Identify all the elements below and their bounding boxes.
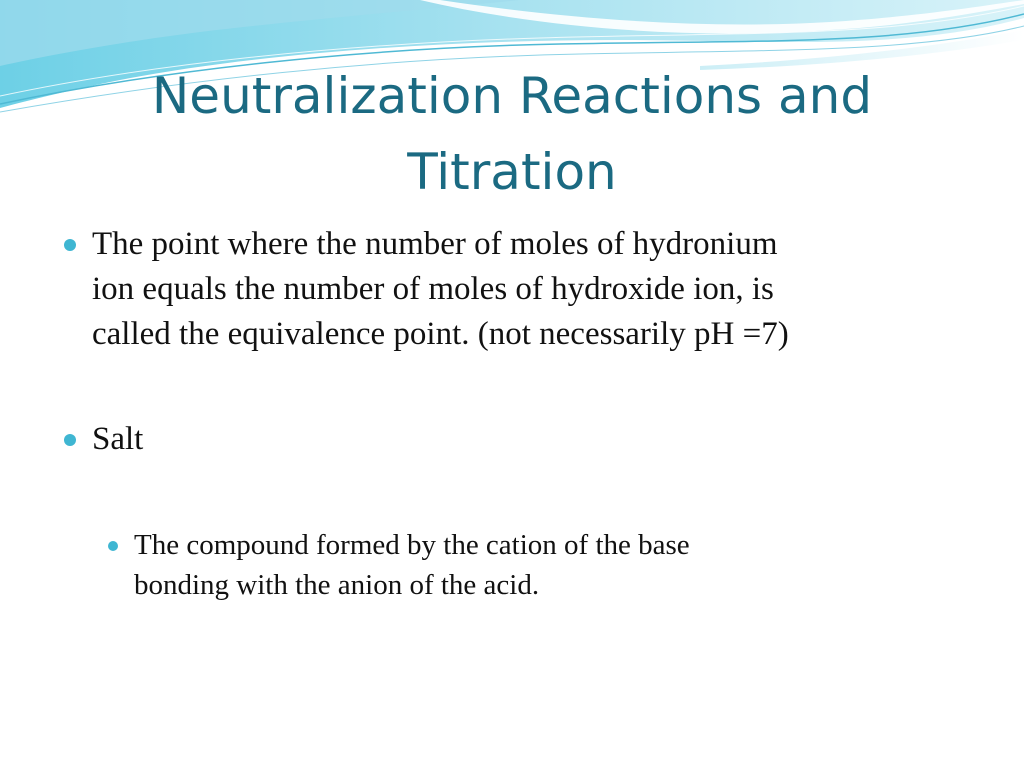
bullet-dot-icon [64, 239, 76, 251]
sub-bullet-line-1: The compound formed by the cation of the base [134, 529, 690, 561]
sub-bullet-dot-icon [108, 541, 118, 551]
bullet-1-line-2: ion equals the number of moles of hydroxide ion, is [92, 271, 774, 307]
bullet-dot-icon [64, 434, 76, 446]
slide-title-line-2: Titration [407, 143, 617, 201]
sub-bullet-salt-definition [134, 525, 954, 605]
bullet-salt: Salt [92, 421, 144, 457]
bullet-1-line-1: The point where the number of moles of hydronium [92, 226, 778, 262]
bullet-1-line-3: called the equivalence point. (not necessarily pH =7) [92, 316, 789, 352]
sub-bullet-line-2: bonding with the anion of the acid. [134, 569, 540, 601]
slide-title [0, 58, 1024, 210]
slide-title-line-1: Neutralization Reactions and [151, 67, 873, 125]
bullet-equivalence-point [92, 222, 972, 357]
